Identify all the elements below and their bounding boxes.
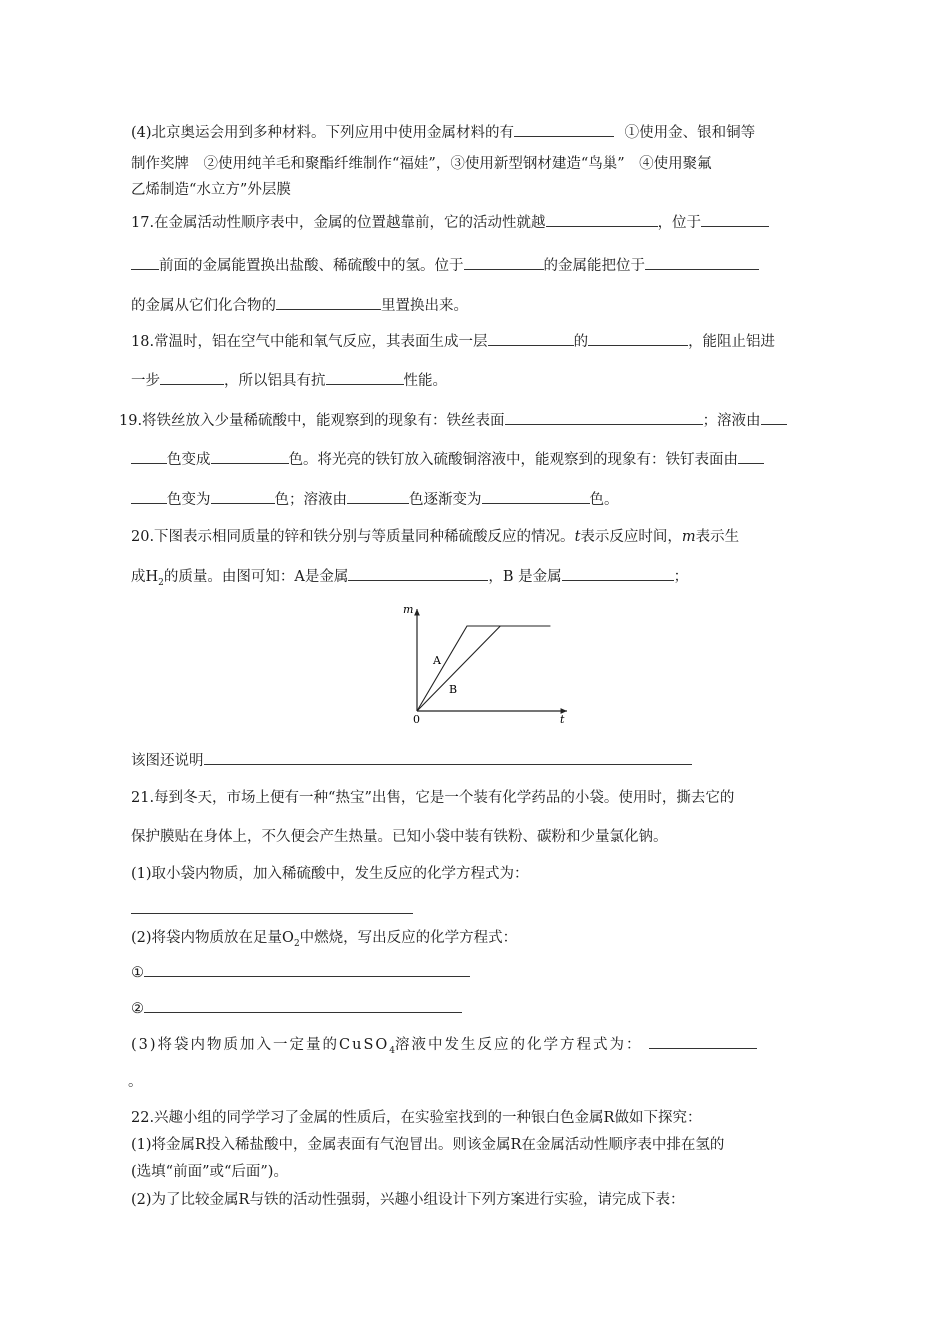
q17-blank-2a[interactable]: [701, 212, 769, 227]
q20-blank-a[interactable]: [348, 566, 488, 581]
q18-blank-2[interactable]: [588, 331, 688, 346]
q18-blank-4[interactable]: [326, 370, 404, 385]
q19-blank-1[interactable]: [505, 410, 703, 425]
q19-blank-4b[interactable]: [131, 489, 167, 504]
reaction-graph: [397, 597, 587, 732]
x-axis-label: t: [560, 713, 565, 726]
q21-eq1: ①: [131, 962, 470, 983]
q21-part1-answer-line[interactable]: [131, 913, 413, 914]
q20-line1: 20.下图表示相同质量的锌和铁分别与等质量同种稀硫酸反应的情况。t表示反应时间，m表示生: [131, 529, 740, 545]
q20-line2: 成$H_2$的质量。由图可知：A是金属 ，B 是金属 ；: [131, 566, 688, 593]
q21-line1: 21.每到冬天，市场上便有一种“热宝”出售，它是一个装有化学药品的小袋。使用时，撕去它的: [131, 790, 735, 806]
q16-4-line1: (4)北京奥运会用到多种材料。下列应用中使用金属材料的有 ①使用金、银和铜等: [131, 122, 755, 143]
q19-blank-5[interactable]: [211, 489, 275, 504]
series-b-label: B: [449, 683, 458, 696]
q21-period: 。: [128, 1074, 143, 1090]
q20-blank-b[interactable]: [562, 566, 674, 581]
q19-blank-7[interactable]: [482, 489, 590, 504]
q17-line2: 前面的金属能置换出盐酸、稀硫酸中的氢。位于 的金属能把位于: [131, 255, 759, 276]
q22-line3: (选填“前面”或“后面”)。: [131, 1164, 288, 1180]
q19-line3: 色变为 色；溶液由 色逐渐变为 色。: [131, 489, 619, 510]
q16-4-blank[interactable]: [514, 122, 614, 137]
q19-blank-3[interactable]: [211, 449, 289, 464]
q21-eq2: ②: [131, 998, 462, 1019]
series-a-line: [417, 626, 550, 711]
q17-blank-4[interactable]: [645, 255, 759, 270]
q17-blank-1[interactable]: [546, 212, 658, 227]
q21-line2: 保护膜贴在身体上，不久便会产生热量。已知小袋中装有铁粉、碳粉和少量氯化钠。: [131, 829, 668, 845]
series-b-line: [417, 626, 550, 711]
q19-blank-6[interactable]: [347, 489, 409, 504]
q18-blank-3[interactable]: [160, 370, 224, 385]
q19-blank-2a[interactable]: [761, 410, 787, 425]
q17-line1: 17.在金属活动性顺序表中，金属的位置越靠前，它的活动性就越 ，位于: [131, 212, 769, 233]
q21-part2: (2)将袋内物质放在足量$O_2$中燃烧，写出反应的化学方程式：: [131, 930, 518, 949]
q19-line2: 色变成 色。将光亮的铁钉放入硫酸铜溶液中，能观察到的现象有：铁钉表面由: [131, 449, 764, 470]
q17-line3: 的金属从它们化合物的 里置换出来。: [131, 295, 468, 316]
q20-conclusion: 该图还说明: [131, 750, 692, 771]
q21-eq1-blank[interactable]: [144, 962, 470, 977]
q22-line4: (2)为了比较金属R与铁的活动性强弱，兴趣小组设计下列方案进行实验，请完成下表：: [131, 1192, 685, 1208]
q16-4-line3: 乙烯制造“水立方”外层膜: [131, 182, 291, 198]
origin-label: 0: [413, 713, 420, 726]
q18-line1: 18.常温时，铝在空气中能和氧气反应，其表面生成一层 的 ，能阻止铝进: [131, 331, 775, 352]
q20-conclusion-blank[interactable]: [204, 750, 692, 765]
q21-part1: (1)取小袋内物质，加入稀硫酸中，发生反应的化学方程式为：: [131, 866, 529, 882]
q18-blank-1[interactable]: [488, 331, 574, 346]
q19-blank-4a[interactable]: [738, 449, 764, 464]
q17-blank-2b[interactable]: [131, 255, 159, 270]
q21-part3-blank[interactable]: [649, 1034, 757, 1049]
q21-eq2-blank[interactable]: [144, 998, 462, 1013]
q19-line1: 19.将铁丝放入少量稀硫酸中，能观察到的现象有：铁丝表面 ；溶液由: [119, 410, 787, 431]
q18-line2: 一步 ，所以铝具有抗 性能。: [131, 370, 447, 391]
y-axis-label: m: [403, 603, 414, 616]
q22-line1: 22.兴趣小组的同学学习了金属的性质后，在实验室找到的一种银白色金属R做如下探究：: [131, 1110, 702, 1126]
q22-line2: (1)将金属R投入稀盐酸中，金属表面有气泡冒出。则该金属R在金属活动性顺序表中排在氢的: [131, 1137, 725, 1153]
q19-blank-2b[interactable]: [131, 449, 167, 464]
q21-part3: (3)将袋内物质加入一定量的CuSO$_4$溶液中发生反应的化学方程式为：: [131, 1034, 757, 1061]
q17-blank-3[interactable]: [464, 255, 544, 270]
series-a-label: A: [433, 654, 441, 667]
q16-4-line2: 制作奖牌 ②使用纯羊毛和聚酯纤维制作“福娃”，③使用新型钢材建造“鸟巢” ④使用聚氟: [131, 156, 712, 172]
q17-blank-5[interactable]: [276, 295, 381, 310]
